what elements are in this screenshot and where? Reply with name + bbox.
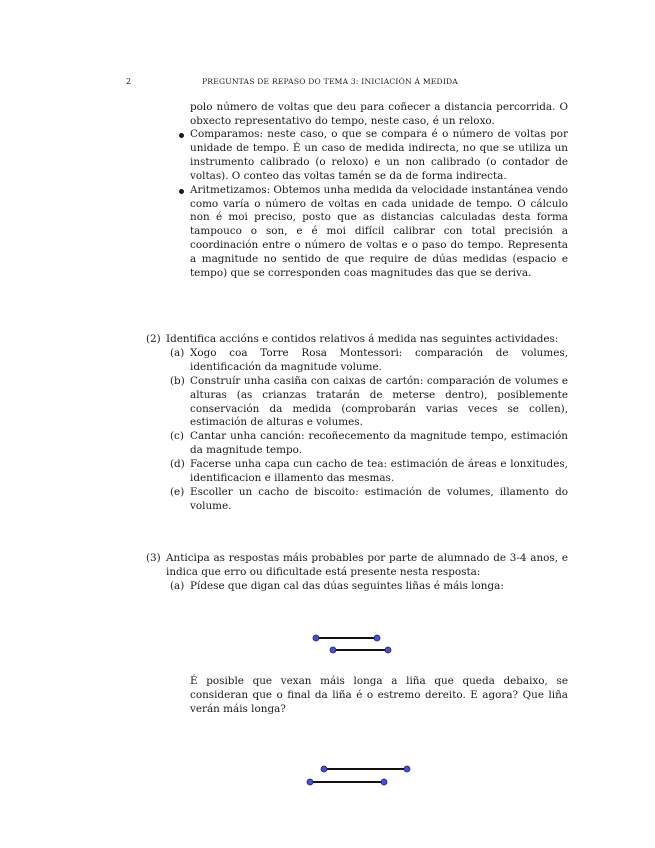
page-number: 2 [126, 77, 132, 86]
line-figure-2-svg [300, 760, 420, 792]
question-3 [146, 552, 568, 594]
item-text: Escoller un cacho de biscoito: estimación de volumes, illamento do volume. [190, 485, 568, 512]
bullet-item [174, 184, 568, 281]
endpoint-dot-icon [321, 766, 327, 772]
item-label: (c) [170, 430, 184, 443]
line-figure-1-svg [300, 628, 400, 660]
question-number: (2) [146, 333, 161, 345]
item-label: (a) [170, 579, 185, 592]
endpoint-dot-icon [381, 779, 387, 785]
question-3-prompt [146, 552, 568, 580]
item-label: (b) [170, 374, 185, 387]
running-title: PREGUNTAS DE REPASO DO TEMA 3: INICIACIÓN Á MEDIDA [202, 77, 458, 86]
item-text: Construír unha casiña con caixas de cartón: comparación de volumes e alturas (as crianzas tratarán de meterse dentro), posiblemente conservación da medida (comprobarán varias veces se collen), estimación de alturas e volumes. [190, 374, 568, 429]
bullet-list [174, 128, 568, 281]
question-2-prompt [146, 333, 568, 347]
item-text: Cantar unha canción: recoñecemento da magnitude tempo, estimación da magnitude tempo. [190, 430, 568, 457]
list-item [146, 458, 568, 486]
question-2 [146, 333, 568, 514]
continuation-paragraph: polo número de voltas que deu para coñecer a distancia percorrida. O obxecto representativo do tempo, neste caso, é un reloxo. [190, 101, 568, 127]
item-text: Pídese que digan cal das dúas seguintes liñas é máis longa: [190, 579, 504, 592]
question-text: Identifica accións e contidos relativos á medida nas seguintes actividades: [166, 333, 559, 345]
bullet-dot-icon [179, 133, 184, 138]
list-item [146, 375, 568, 431]
list-item [146, 430, 568, 458]
list-item [146, 580, 568, 594]
bullet-item [174, 128, 568, 184]
endpoint-dot-icon [307, 779, 313, 785]
bullet-text: Aritmetizamos: Obtemos unha medida da velocidade instantánea vendo como varía o número de voltas en cada unidade de tempo. O cálculo non é moi preciso, posto que as distancias calculadas desta forma tampouco o son, e é moi difícil calibrar con total precisión a coordinación entre o número de voltas e o paso do tempo. Representa a magnitude no sentido de que require de dúas medidas (espacio e tempo) que se corresponden coas magnitudes das que se deriva. [190, 183, 568, 280]
endpoint-dot-icon [374, 635, 380, 641]
question-number: (3) [146, 552, 161, 564]
endpoint-dot-icon [313, 635, 319, 641]
question-2-items [146, 347, 568, 514]
question-3-items [146, 580, 568, 594]
list-item [146, 347, 568, 375]
endpoint-dot-icon [330, 647, 336, 653]
item-text: Xogo coa Torre Rosa Montessori: comparación de volumes, identificación da magnitude volume. [190, 346, 568, 373]
endpoint-dot-icon [404, 766, 410, 772]
list-item [146, 486, 568, 514]
endpoint-dot-icon [385, 647, 391, 653]
question-text: Anticipa as respostas máis probables por parte de alumnado de 3-4 anos, e indica que erro ou dificultade está presente nesta resposta: [166, 552, 568, 578]
item-label: (e) [170, 485, 185, 498]
item-label: (d) [170, 458, 185, 471]
bullet-dot-icon [179, 189, 184, 194]
line-comparison-figure-2 [300, 760, 420, 792]
item-label: (a) [170, 346, 185, 359]
bullet-text: Comparamos: neste caso, o que se compara é o número de voltas por unidade de tempo. É un caso de medida indirecta, no que se utiliza un instrumento calibrado (o reloxo) e un non calibrado (o contador de voltas). O conteo das voltas tamén se da de forma indirecta. [190, 128, 568, 182]
answer-paragraph: É posible que vexan máis longa a liña que queda debaixo, se consideran que o final da liña é o estremo dereito. E agora? Que liña verán máis longa? [190, 675, 568, 715]
page-header [0, 77, 655, 89]
line-comparison-figure-1 [300, 628, 400, 660]
item-text: Facerse unha capa cun cacho de tea: estimación de áreas e lonxitudes, identificacion e illamento das mesmas. [190, 458, 568, 485]
